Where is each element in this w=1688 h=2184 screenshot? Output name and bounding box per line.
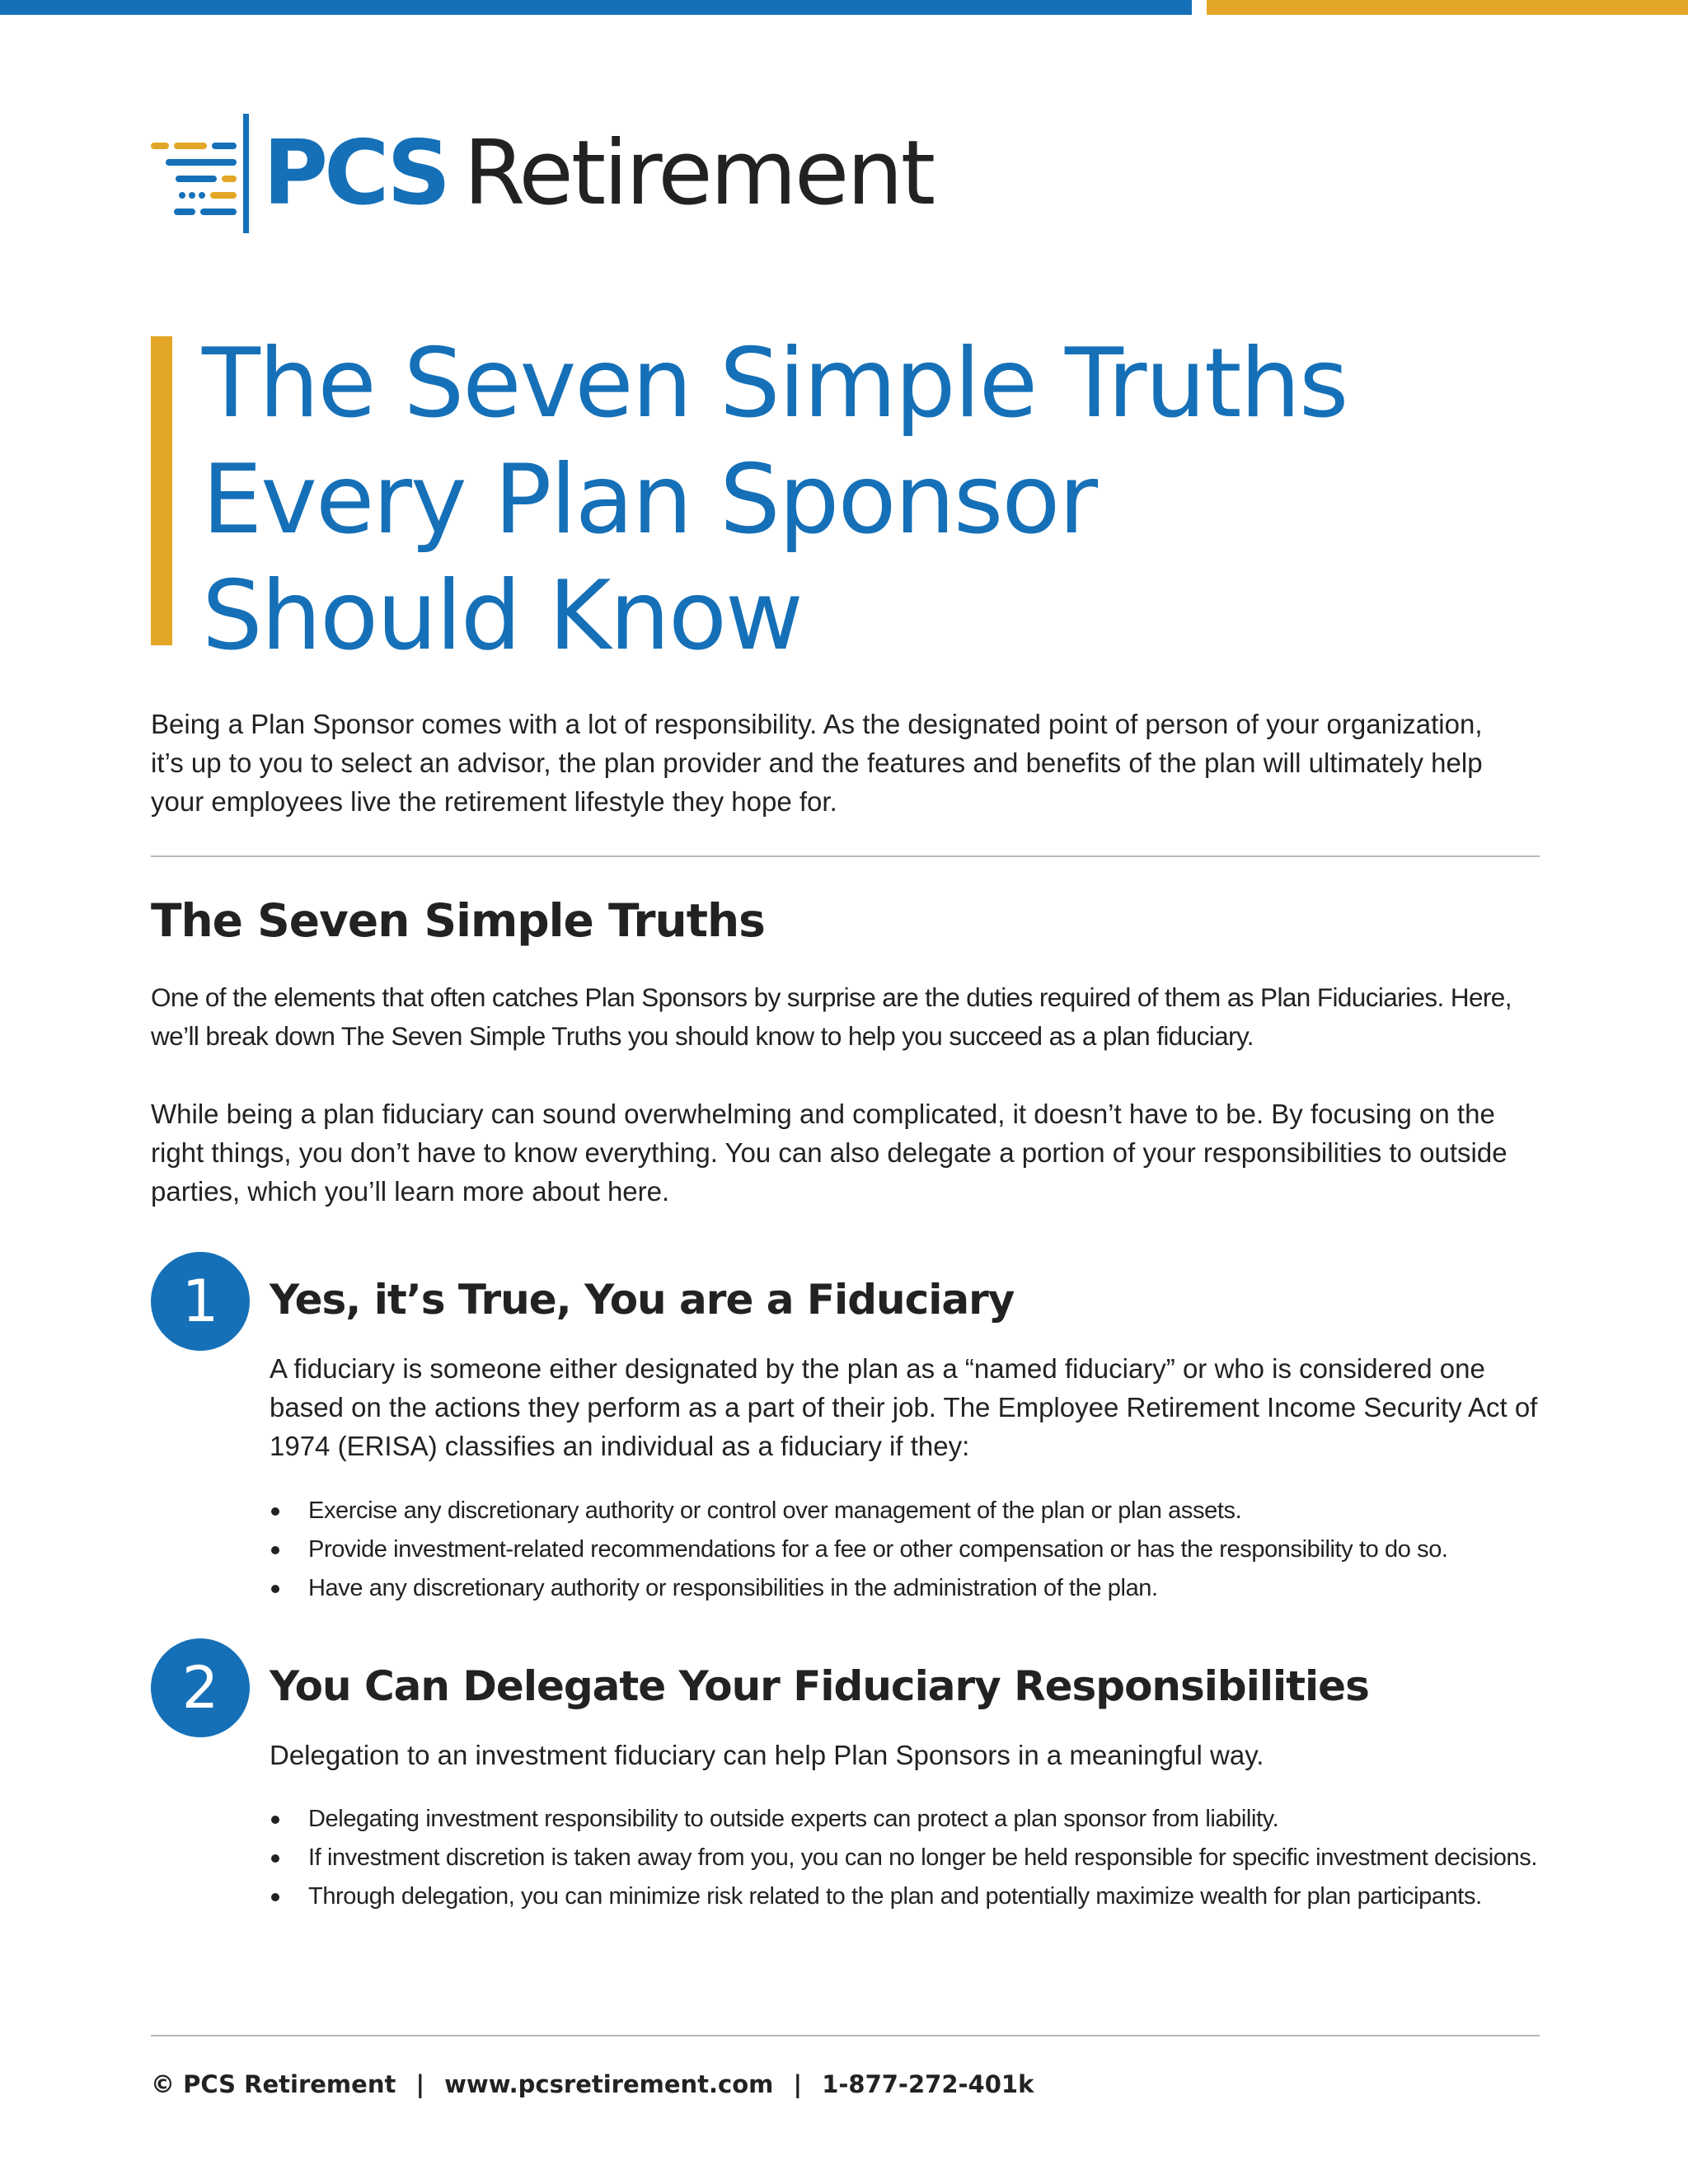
logo-wordmark-pcs: PCS: [263, 122, 448, 225]
bullet-item: Delegating investment responsibility to outside experts can protect a plan sponsor from liability.: [270, 1800, 1543, 1839]
logo-mark-icon: [151, 114, 258, 233]
title-accent-bar: [151, 336, 172, 645]
top-accent-bar-gold: [1207, 0, 1688, 15]
section-paragraph-2: While being a plan fiduciary can sound overwhelming and complicated, it doesn’t have to be. By focusing on the right things, you don’t have to know everything. You can also delegate a portion of your responsibilities to outside parties, which you’ll learn more about here.: [151, 1099, 1507, 1207]
divider: [151, 855, 1540, 857]
truth-paragraph: Delegation to an investment fiduciary can help Plan Sponsors in a meaningful way.: [270, 1740, 1264, 1770]
bullet-item: Exercise any discretionary authority or control over management of the plan or plan assets.: [270, 1492, 1543, 1530]
divider: [151, 2035, 1540, 2036]
intro-paragraph: Being a Plan Sponsor comes with a lot of responsibility. As the designated point of person of your organization, it’s up to you to select an advisor, the plan provider and the features and benefits of the plan will ultimately help your employees live the retirement lifestyle they hope for.: [151, 709, 1483, 817]
footer-separator: |: [793, 2070, 803, 2098]
footer-separator: |: [415, 2070, 425, 2098]
bullet-item: If investment discretion is taken away from you, you can no longer be held responsible for specific investment decisions.: [270, 1839, 1543, 1877]
truth-heading: Yes, it’s True, You are a Fiduciary: [270, 1276, 1015, 1324]
page-title-line: Should Know: [202, 560, 802, 672]
page-title-line: The Seven Simple Truths: [202, 328, 1348, 439]
truth-bullet-list: [270, 1800, 1543, 1916]
top-accent-bar-blue: [0, 0, 1192, 15]
page-title-line: Every Plan Sponsor: [202, 444, 1097, 555]
truth-number-badge: 1: [151, 1252, 250, 1351]
page-title: [202, 326, 1603, 674]
footer-phone-link[interactable]: 1-877-272-401k: [822, 2070, 1034, 2098]
section-heading: The Seven Simple Truths: [151, 894, 765, 947]
bullet-item: Provide investment-related recommendations for a fee or other compensation or has the responsibility to do so.: [270, 1530, 1543, 1569]
truth-paragraph: A fiduciary is someone either designated by the plan as a “named fiduciary” or who is considered one based on the actions they perform as a part of their job. The Employee Retirement Income Security Act of 1974 (ERISA) classifies an individual as a fiduciary if they:: [270, 1353, 1538, 1461]
section-paragraph-1: One of the elements that often catches Plan Sponsors by surprise are the duties required of them as Plan Fiduciaries. Here, we’ll break down The Seven Simple Truths you should know to help you succeed as a plan fiduciary.: [151, 982, 1512, 1051]
logo-wordmark-retirement: Retirement: [463, 122, 934, 225]
footer: [151, 2070, 1034, 2098]
truth-heading: You Can Delegate Your Fiduciary Responsibilities: [270, 1662, 1369, 1710]
truth-bullet-list: [270, 1492, 1543, 1608]
truth-number-badge: 2: [151, 1638, 250, 1737]
bullet-item: Have any discretionary authority or responsibilities in the administration of the plan.: [270, 1569, 1543, 1608]
logo: [151, 114, 933, 233]
bullet-item: Through delegation, you can minimize risk related to the plan and potentially maximize wealth for plan participants.: [270, 1877, 1543, 1916]
footer-website-link[interactable]: www.pcsretirement.com: [444, 2070, 774, 2098]
footer-copyright: © PCS Retirement: [151, 2070, 396, 2098]
